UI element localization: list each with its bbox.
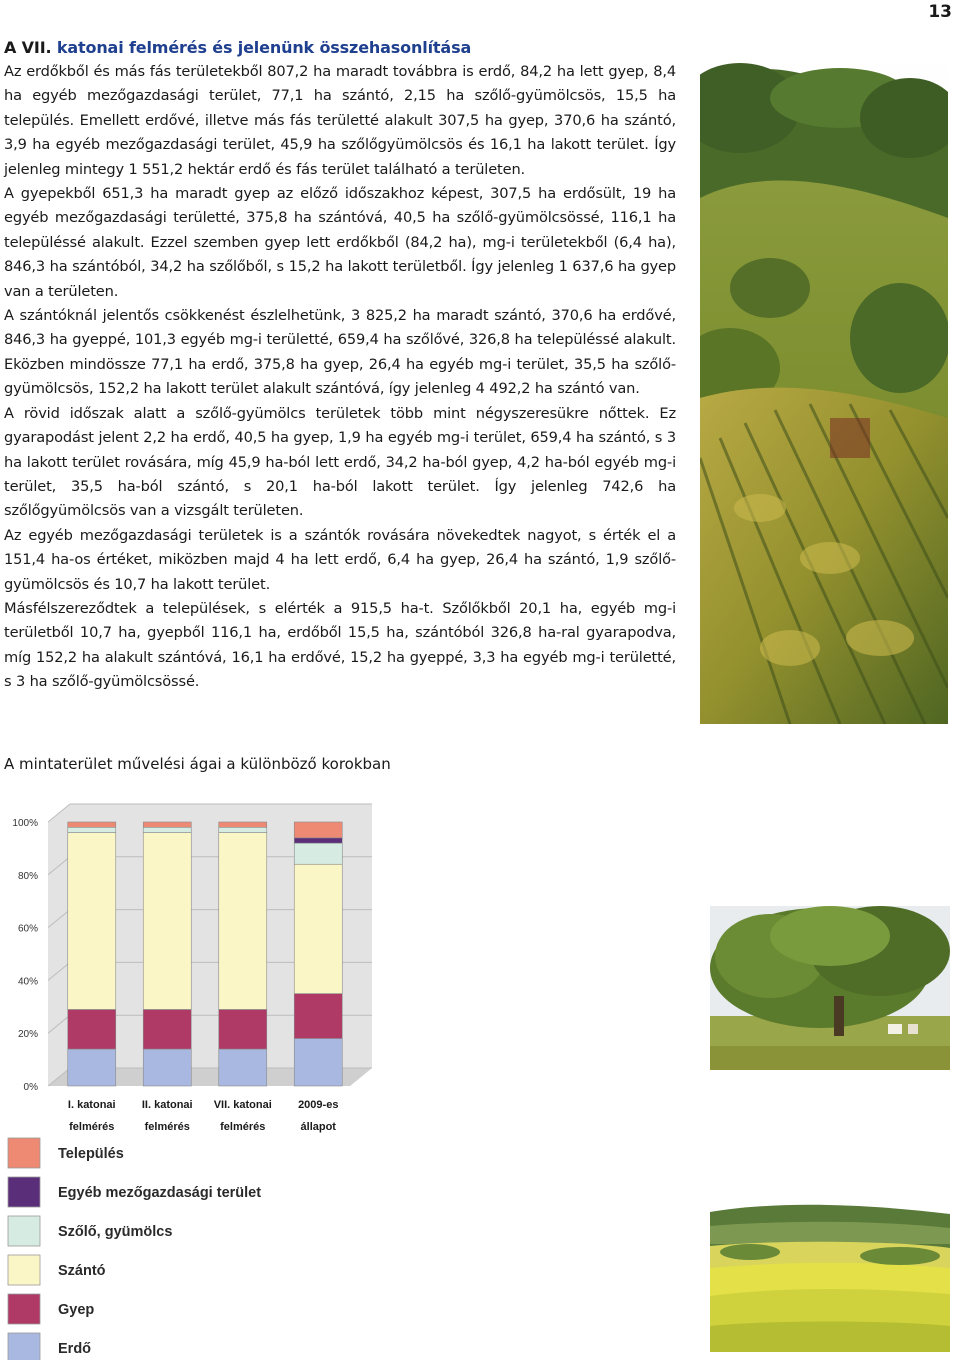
figure-caption: A mintaterület művelési ágai a különböző korokban — [4, 755, 391, 773]
bar-segment — [143, 1049, 191, 1086]
x-category-label: felmérés — [220, 1121, 266, 1133]
y-tick-label: 40% — [17, 976, 38, 988]
x-category-label: II. katonai — [141, 1099, 193, 1111]
legend-swatch — [8, 1294, 40, 1324]
x-category-label: 2009-es — [298, 1099, 339, 1111]
paragraph-grassland: A gyepekből 651,3 ha maradt gyep az előző időszakhoz képest, 307,5 ha erdősült, 19 ha egyéb mezőgazdasági területté, 375,8 ha szántóvá, 40,5 ha szőlő-gyümölcsössé, 116,1 ha településsé alakult. Ezzel szemben gyep lett erdőkből (84,2 ha), mg-i területekből (6,4 ha), 846,3 ha szántóból, 34,2 ha szőlőből, s 15,2 ha lakott területből. Így jelenleg 1 637,6 ha gyep van a területen. — [4, 185, 676, 300]
bar-segment — [143, 833, 191, 1010]
land-use-chart — [0, 790, 680, 1360]
bar-segment — [294, 864, 342, 993]
paragraph-forest: Az erdőkből és más fás területekből 807,2 ha maradt továbbra is erdő, 84,2 ha lett gyep, 8,4 ha egyéb mezőgazdasági terület, 77,1 ha szántó, 2,15 ha szőlő-gyümölcsös, 15,5 ha település. Emellett erdővé, illetve más fás területté alakult 307,5 ha gyep, 370,6 ha szántó, 3,9 ha egyéb mezőgazdasági terület, 45,9 ha szőlőgyümölcsös és 16,1 ha lakott terület. Így jelenleg mintegy 1 551,2 hektár erdő és fás terület található a területen. — [4, 63, 676, 178]
bar-segment — [294, 822, 342, 838]
tree-meadow-photo — [710, 906, 950, 1070]
legend-label: Szántó — [58, 1263, 106, 1279]
page-number: 13 — [928, 2, 952, 22]
bar-segment — [219, 833, 267, 1010]
legend-swatch — [8, 1216, 40, 1246]
bar-segment — [143, 1009, 191, 1049]
y-tick-label: 20% — [17, 1029, 38, 1041]
bar-segment — [294, 838, 342, 843]
rapeseed-field-photo — [710, 1156, 950, 1352]
section-title — [4, 36, 676, 60]
y-tick-label: 0% — [23, 1082, 38, 1093]
legend-label: Egyéb mezőgazdasági terület — [58, 1185, 262, 1201]
legend-label: Szőlő, gyümölcs — [58, 1224, 173, 1240]
paragraph-other-agri: Az egyéb mezőgazdasági területek is a szántók rovására növekedtek nagyot, s érték el a 151,4 ha-os értéket, miközben majd 4 ha lett erdő, 6,4 ha gyep, 26,4 ha szántó, 1,9 szőlő-gyümölcsös és 10,7 ha lakott terület. — [4, 526, 676, 593]
bar-segment — [143, 827, 191, 832]
x-category-label: felmérés — [69, 1121, 115, 1133]
bar-segment — [219, 1049, 267, 1086]
bar-segment — [294, 1038, 342, 1086]
legend-swatch — [8, 1177, 40, 1207]
title-rest: katonai felmérés és jelenünk összehasonlítása — [51, 38, 472, 57]
article-body — [4, 36, 676, 695]
paragraph-arable: A szántóknál jelentős csökkenést észlelhetünk, 3 825,2 ha maradt szántó, 370,6 ha erdővé, 846,3 ha gyeppé, 101,3 egyéb mg-i területté, 659,4 ha szőlővé, 326,8 ha településsé alakult. Eközben mindössze 77,1 ha erdő, 375,8 ha gyep, 26,4 ha egyéb mg-i terület, 35,5 ha szőlő-gyümölcsös, 152,2 ha lakott terület alakult szántóvá, így jelenleg 4 492,2 ha szántó van. — [4, 307, 676, 398]
bar-segment — [143, 822, 191, 827]
bar-segment — [68, 827, 116, 832]
legend-label: Erdő — [58, 1341, 92, 1357]
x-category-label: állapot — [300, 1121, 336, 1133]
legend-label: Gyep — [58, 1302, 95, 1318]
y-tick-label: 100% — [12, 818, 38, 829]
paragraph-settlement: Másfélszereződtek a települések, s elérték a 915,5 ha-t. Szőlőkből 20,1 ha, egyéb mg-i területből 10,7 ha, gyepből 116,1 ha, erdőből 15,5 ha, szántóból 326,8 ha-ral gyarapodva, míg 152,2 ha alakult szántóvá, 16,1 ha erdővé, 15,2 ha gyeppé, 3,3 ha egyéb mg-i területté, s 3 ha szőlő-gyümölcsössé. — [4, 599, 676, 691]
x-category-label: felmérés — [144, 1121, 190, 1133]
title-prefix: A VII. — [4, 38, 52, 57]
vineyard-photo — [700, 38, 948, 724]
legend-swatch — [8, 1333, 40, 1360]
y-tick-label: 80% — [17, 870, 38, 882]
paragraph-vineyard: A rövid időszak alatt a szőlő-gyümölcs területek több mint négyszeresükre nőttek. Ez gyarapodást jelent 2,2 ha erdő, 40,5 ha gyep, 1,9 ha egyéb mg-i terület, 659,4 ha szántó, s 3 ha lakott terület rovására, míg 45,9 ha-ból lett erdő, 34,2 ha-ból gyep, 4,2 ha-ból egyéb mg-i terület, 35,5 ha-ból szántó, s 20,1 ha-ból lakott terület. Így jelenleg 742,6 ha szőlőgyümölcsös van a vizsgált területen. — [4, 404, 676, 520]
bar-segment — [294, 994, 342, 1039]
x-category-label: VII. katonai — [213, 1099, 272, 1111]
bar-segment — [219, 827, 267, 832]
bar-segment — [68, 1009, 116, 1049]
y-tick-label: 60% — [17, 923, 38, 935]
legend-swatch — [8, 1255, 40, 1285]
bar-segment — [219, 822, 267, 827]
legend-label: Település — [58, 1146, 124, 1162]
bar-segment — [68, 1049, 116, 1086]
legend-swatch — [8, 1138, 40, 1168]
bar-segment — [68, 822, 116, 827]
bar-segment — [294, 843, 342, 864]
bar-segment — [68, 833, 116, 1010]
bar-segment — [219, 1009, 267, 1049]
x-category-label: I. katonai — [67, 1099, 116, 1111]
